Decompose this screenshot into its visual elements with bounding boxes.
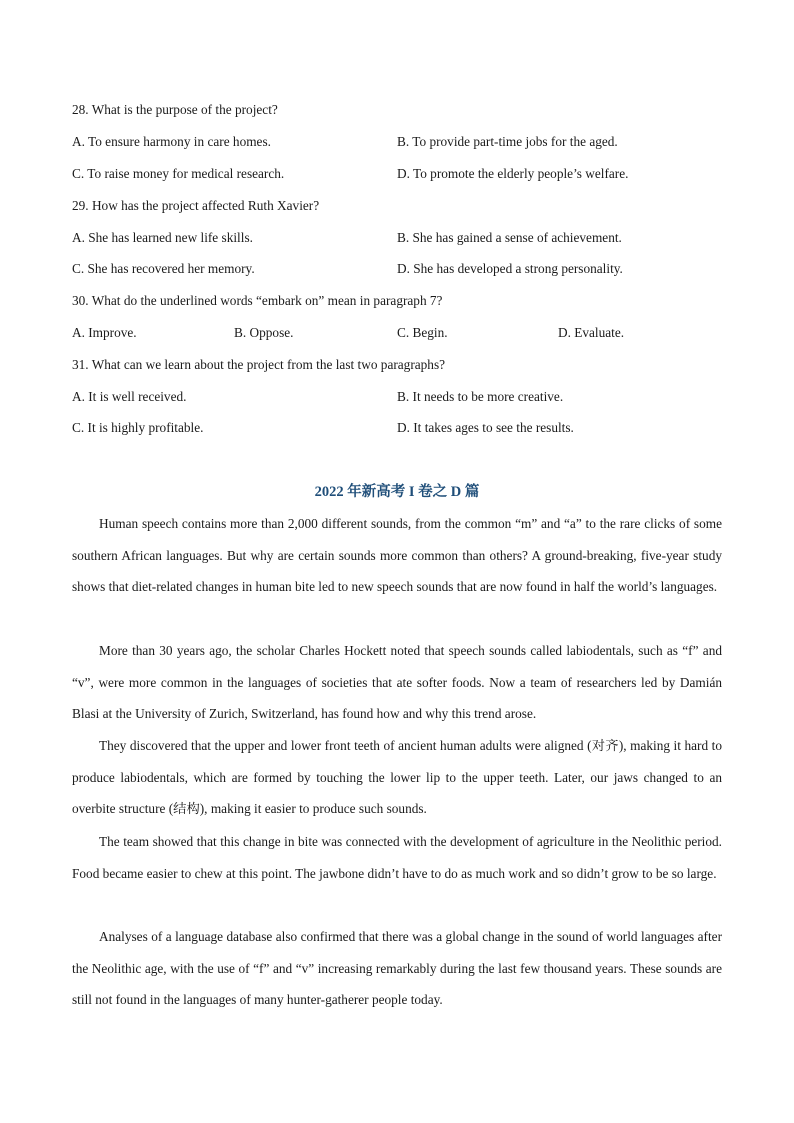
question-31-option-b: B. It needs to be more creative.	[397, 389, 564, 404]
question-28-option-d: D. To promote the elderly people’s welfare.	[397, 166, 629, 181]
question-31-option-a: A. It is well received.	[72, 389, 187, 404]
passage-paragraph-1: Human speech contains more than 2,000 different sounds, from the common “m” and “a” to the rare clicks of some southern African languages. But why are certain sounds more common than others? A ground-breaking, five-year study shows that diet-related changes in human bite led to new speech sounds that are now found in half the world’s languages.	[72, 516, 722, 595]
question-30-option-c: C. Begin.	[397, 325, 448, 340]
question-31-option-d: D. It takes ages to see the results.	[397, 420, 574, 435]
question-30-option-d: D. Evaluate.	[558, 325, 625, 340]
question-31-stem: 31. What can we learn about the project from the last two paragraphs?	[72, 357, 446, 372]
question-30-option-a: A. Improve.	[72, 325, 137, 340]
question-31-option-c: C. It is highly profitable.	[72, 420, 204, 435]
question-29-stem: 29. How has the project affected Ruth Xavier?	[72, 198, 320, 213]
section-title: 2022 年新高考 I 卷之 D 篇	[314, 484, 480, 500]
question-28-option-b: B. To provide part-time jobs for the aged.	[397, 134, 618, 149]
question-30-option-b: B. Oppose.	[234, 325, 294, 340]
passage-paragraph-3: They discovered that the upper and lower front teeth of ancient human adults were aligned (对齐), making it hard to produce labiodentals, which are formed by touching the lower lip to the upper teeth. Later, our jaws changed to an overbite structure (结构), making it easier to produce such sounds.	[72, 738, 722, 817]
question-29-option-a: A. She has learned new life skills.	[72, 230, 253, 245]
question-29-option-b: B. She has gained a sense of achievement.	[397, 230, 622, 245]
question-29-option-c: C. She has recovered her memory.	[72, 261, 255, 276]
question-28-option-c: C. To raise money for medical research.	[72, 166, 285, 181]
question-28-option-a: A. To ensure harmony in care homes.	[72, 134, 271, 149]
passage-paragraph-5: Analyses of a language database also confirmed that there was a global change in the sound of world languages after the Neolithic age, with the use of “f” and “v” increasing remarkably during the last few thousand years. These sounds are still not found in the languages of many hunter-gatherer people today.	[72, 929, 722, 1008]
question-30-stem: 30. What do the underlined words “embark on” mean in paragraph 7?	[72, 293, 443, 308]
question-28-stem: 28. What is the purpose of the project?	[72, 102, 278, 117]
question-29-option-d: D. She has developed a strong personality.	[397, 261, 623, 276]
passage-paragraph-2: More than 30 years ago, the scholar Charles Hockett noted that speech sounds called labiodentals, such as “f” and “v”, were more common in the languages of societies that ate softer foods. Now a team of researchers led by Damián Blasi at the University of Zurich, Switzerland, has found how and why this trend arose.	[72, 643, 722, 722]
passage-paragraph-4: The team showed that this change in bite was connected with the development of agriculture in the Neolithic period. Food became easier to chew at this point. The jawbone didn’t have to do as much work and so didn’t grow to be so large.	[72, 834, 722, 881]
